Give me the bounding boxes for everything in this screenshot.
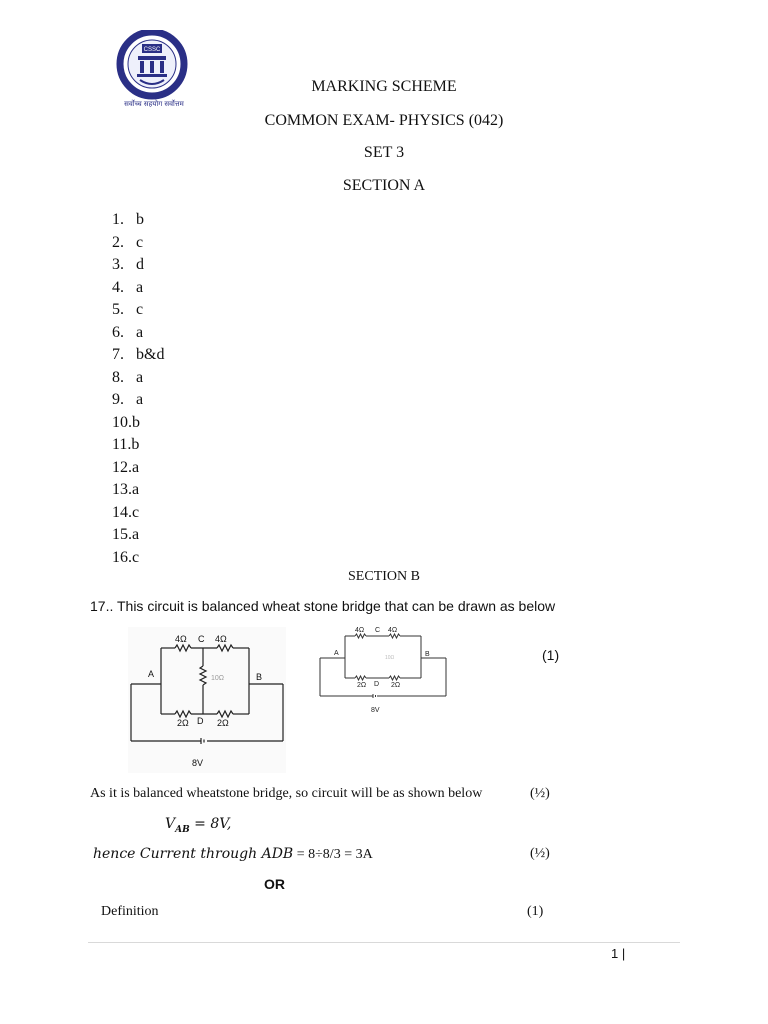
answer-number: 9. — [112, 391, 124, 408]
label2-2ohm-ad: 2Ω — [357, 682, 367, 689]
vab-value: = 8V, — [189, 816, 232, 832]
or-label: OR — [264, 876, 285, 892]
answer-value: a — [136, 323, 144, 341]
current-mark: (½) — [530, 846, 550, 861]
answer-number: 14. — [112, 503, 132, 521]
answer-item — [112, 524, 164, 547]
label2-battery-8v: 8V — [371, 707, 380, 714]
answer-item — [112, 457, 164, 480]
label2-2ohm-db: 2Ω — [391, 682, 401, 689]
footer-divider — [88, 942, 680, 943]
answer-value: b — [132, 413, 140, 431]
section-a-title: SECTION A — [342, 177, 426, 194]
label-10ohm: 10Ω — [211, 675, 225, 682]
answer-value: d — [136, 256, 144, 273]
answer-number: 1. — [112, 211, 124, 228]
label2-4ohm-cb: 4Ω — [388, 627, 398, 634]
answer-item — [112, 344, 164, 367]
answer-number: 6. — [112, 323, 124, 341]
label-2ohm-ad: 2Ω — [177, 718, 189, 728]
label-node-c: C — [198, 634, 205, 644]
answer-item — [112, 479, 164, 502]
definition-mark: (1) — [527, 904, 544, 919]
wheatstone-bridge-diagram — [127, 626, 287, 774]
answer-item — [112, 434, 164, 457]
answer-number: 4. — [112, 278, 124, 296]
vab-equation — [165, 816, 231, 835]
page-title: MARKING SCHEME — [311, 78, 457, 95]
label-battery-8v: 8V — [192, 758, 204, 768]
answer-item — [112, 502, 164, 525]
current-value: = 8÷8/3 = 3A — [293, 847, 373, 862]
answer-number: 3. — [112, 256, 124, 273]
answer-number: 11. — [112, 436, 132, 453]
answer-item — [112, 389, 164, 412]
label-2ohm-db: 2Ω — [217, 718, 229, 728]
label2-node-a: A — [334, 650, 339, 657]
wheatstone-bridge-redrawn-diagram — [317, 622, 449, 718]
current-label: hence Current through ADB — [93, 846, 294, 862]
answer-value: c — [136, 233, 144, 251]
label-node-b: B — [256, 672, 263, 682]
section-b-title: SECTION B — [348, 569, 420, 584]
label2-node-c: C — [375, 627, 381, 634]
answer-value: c — [132, 548, 140, 566]
answer-value: b&d — [136, 346, 165, 363]
q17-mark: (1) — [542, 647, 560, 663]
answer-value: a — [132, 458, 140, 476]
balanced-bridge-mark: (½) — [530, 786, 550, 801]
answer-item — [112, 547, 164, 570]
answer-item — [112, 232, 164, 255]
balanced-bridge-text: As it is balanced wheatstone bridge, so circuit will be as shown below — [90, 786, 483, 801]
school-logo — [112, 30, 196, 108]
answer-value: a — [136, 391, 144, 408]
definition-label: Definition — [101, 904, 159, 919]
answer-value: b — [136, 211, 144, 228]
label-4ohm-cb: 4Ω — [215, 634, 227, 644]
label2-node-b: B — [425, 651, 430, 658]
label2-node-d: D — [374, 681, 380, 688]
answer-item — [112, 209, 164, 232]
answer-item — [112, 299, 164, 322]
label-node-d: D — [197, 716, 204, 726]
vab-subscript: AB — [175, 824, 190, 835]
label2-4ohm-ac: 4Ω — [355, 627, 365, 634]
label2-10ohm: 10Ω — [385, 655, 395, 661]
logo-motto: सर्वोच्च सहयोग सर्वोत्तम — [124, 100, 184, 108]
answer-number: 8. — [112, 368, 124, 386]
answer-number: 16. — [112, 548, 132, 566]
answer-value: b — [131, 436, 140, 453]
answer-value: a — [132, 526, 140, 543]
answer-item — [112, 412, 164, 435]
set-title: SET 3 — [363, 144, 405, 161]
vab-symbol: V — [165, 816, 176, 832]
answer-item — [112, 254, 164, 277]
answer-value: c — [136, 301, 144, 318]
answer-item — [112, 367, 164, 390]
answer-number: 13. — [112, 481, 132, 498]
label-4ohm-ac: 4Ω — [175, 634, 187, 644]
answer-value: a — [136, 278, 144, 296]
answer-number: 2. — [112, 233, 124, 251]
answer-number: 12. — [112, 458, 132, 476]
question-17-text: 17.. This circuit is balanced wheat stone bridge that can be drawn as below — [90, 598, 556, 614]
label-node-a: A — [148, 669, 155, 679]
section-a-answer-list — [112, 209, 164, 569]
answer-item — [112, 277, 164, 300]
current-equation — [93, 846, 373, 863]
answer-value: c — [132, 503, 140, 521]
answer-number: 15. — [112, 526, 132, 543]
exam-title: COMMON EXAM- PHYSICS (042) — [264, 112, 504, 129]
answer-number: 5. — [112, 301, 124, 318]
answer-number: 7. — [112, 346, 124, 363]
logo-badge-text: CSSC — [143, 47, 161, 53]
page-number: 1 | — [611, 946, 626, 961]
answer-value: a — [136, 368, 144, 386]
answer-number: 10. — [112, 413, 132, 431]
answer-value: a — [132, 481, 140, 498]
answer-item — [112, 322, 164, 345]
